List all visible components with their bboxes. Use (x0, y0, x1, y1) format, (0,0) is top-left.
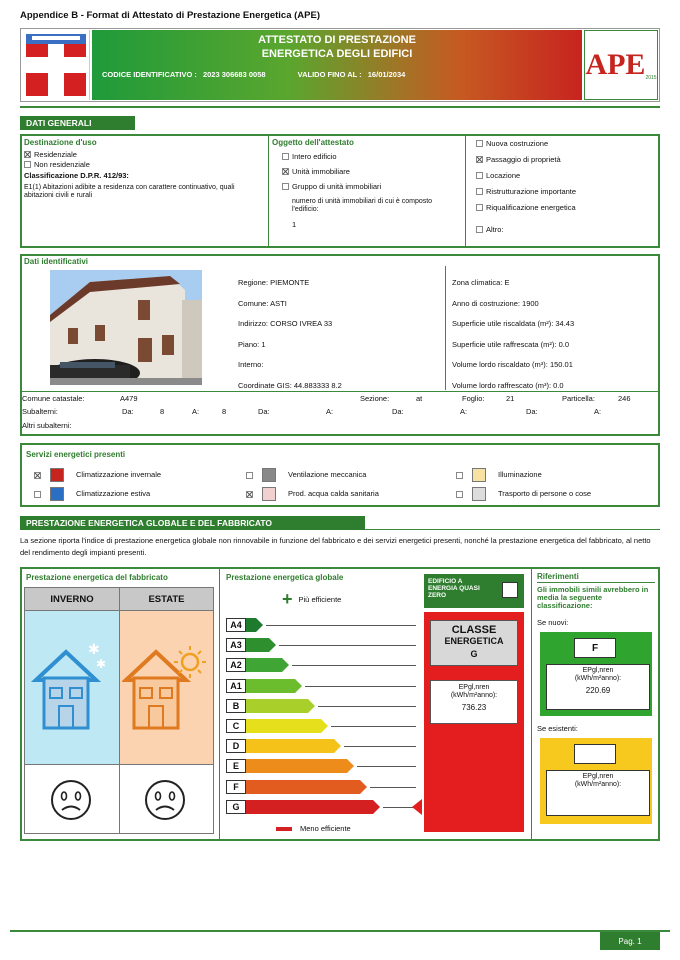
energy-class-guide (318, 706, 416, 707)
summer-house-icon (122, 630, 212, 740)
prestazione-intro: La sezione riporta l'indice di prestazione energetica globale non rinnovabile in funzione del fabbricato e dei servizi energetici presenti, nonché la prestazione energetica del fabbricato, al netto del rendimento degli impianti presenti. (20, 536, 651, 557)
unita-label: Unità immobiliare (292, 167, 350, 176)
superficie-raffrescata: Superficie utile raffrescata (m²): 0.0 (452, 339, 569, 349)
energy-class-arrow (246, 699, 308, 713)
divider (219, 569, 220, 839)
nzeb-label: EDIFICIO A ENERGIA QUASI ZERO (428, 578, 480, 599)
divider (20, 106, 660, 108)
energy-class-label: A1 (226, 679, 246, 693)
energy-class-label: F (226, 780, 246, 794)
nzeb-checkbox[interactable] (502, 582, 518, 598)
trasporto-checkbox[interactable] (456, 491, 463, 498)
sub-da-label-3: Da: (392, 407, 404, 416)
servizio-label: Ventilazione meccanica (288, 470, 367, 479)
energy-class-label: C (226, 719, 246, 733)
section-prestazione: PRESTAZIONE ENERGETICA GLOBALE E DEL FABBRICATO (20, 516, 365, 530)
interno: Interno: (238, 360, 264, 369)
svg-text:✱: ✱ (96, 657, 107, 671)
current-class-pointer-icon (412, 799, 422, 815)
energetica-label: ENERGETICA (444, 636, 504, 646)
esistenti-epgl-label: EPgl,nren (582, 773, 614, 780)
sub-a-label-3: A: (460, 407, 468, 416)
sub-da-label-2: Da: (258, 407, 270, 416)
divider (531, 569, 532, 839)
foglio-label: Foglio: (462, 394, 485, 403)
energy-class-label: G (226, 800, 246, 814)
nuovi-epgl-unit: (kWh/m²anno): (574, 675, 622, 682)
riqualificazione-label: Riqualificazione energetica (486, 203, 576, 212)
appendix-title: Appendice B - Format di Attestato di Prestazione Energetica (APE) (20, 10, 321, 21)
classificazione-text: E1(1) Abitazioni adibite a residenza con carattere continuativo, quali abitazioni civili e rurali (24, 184, 235, 199)
elevator-icon (472, 487, 486, 501)
energy-class-row (226, 699, 308, 713)
nuovi-epgl-label: EPgl,nren (582, 667, 614, 674)
particella-label: Particella: (562, 394, 595, 403)
energy-class-row (226, 679, 295, 693)
particella-value: 246 (618, 394, 631, 403)
climatizzazione-invernale-checkbox[interactable] (34, 472, 41, 479)
air-conditioner-icon (50, 487, 64, 501)
energy-class-row (226, 759, 347, 773)
piemonte-flag-icon (22, 30, 90, 100)
fan-icon (262, 468, 276, 482)
sub-a-label-4: A: (594, 407, 602, 416)
volume-raffrescato: Volume lordo raffrescato (m³): 0.0 (452, 380, 564, 390)
energy-class-arrow (246, 679, 295, 693)
acqua-calda-checkbox[interactable] (246, 491, 253, 498)
regione: Regione: PIEMONTE (238, 278, 310, 287)
anno-costruzione: Anno di costruzione: 1900 (452, 298, 539, 308)
esistenti-class (574, 744, 616, 764)
passaggio-checkbox[interactable] (476, 156, 483, 163)
volume-riscaldato: Volume lordo riscaldato (m³): 150.01 (452, 360, 573, 369)
esistenti-label: Se esistenti: (537, 724, 578, 733)
energy-class-row (226, 780, 360, 794)
nzeb-box (424, 574, 524, 608)
energy-class-arrow (246, 658, 282, 672)
ape-logo-text: APE (585, 48, 646, 81)
estate-header: ESTATE (119, 588, 213, 610)
epgl-value: 736.23 (461, 703, 487, 712)
foglio-value: 21 (506, 394, 515, 403)
energy-class-arrow (246, 759, 347, 773)
altro-label: Altro: (486, 225, 504, 234)
energy-class-label: B (226, 699, 246, 713)
coordinate: Coordinate GIS: 44.883333 8.2 (238, 380, 342, 390)
valid-label: VALIDO FINO AL : (297, 70, 362, 79)
region-flag (22, 30, 90, 100)
epgl-unit: (kWh/m²anno): (450, 692, 498, 699)
classe-label: CLASSE (451, 624, 497, 636)
indirizzo: Indirizzo: CORSO IVREA 33 (238, 319, 333, 328)
sad-face-icon (49, 778, 93, 822)
sezione-value: at (416, 394, 423, 403)
header-banner (92, 30, 582, 100)
riqualificazione-checkbox[interactable] (476, 204, 483, 211)
servizi-title: Servizi energetici presenti (26, 450, 126, 459)
meno-efficiente-label: Meno efficiente (300, 824, 351, 833)
simili-text: Gli immobili simili avrebbero in media la seguente classificazione: (537, 585, 649, 610)
energy-class-row (226, 739, 334, 753)
energy-class-row (226, 719, 321, 733)
ape-logo (584, 30, 658, 100)
energy-class-label: A4 (226, 618, 246, 632)
sub-a-label: A: (192, 407, 200, 416)
minus-icon (276, 827, 292, 831)
fabbricato-title: Prestazione energetica del fabbricato (26, 573, 168, 582)
sub-a-label-2: A: (326, 407, 334, 416)
piano: Piano: 1 (238, 339, 266, 349)
sub-da-label: Da: (122, 407, 134, 416)
energy-class-guide (331, 726, 416, 727)
illuminazione-checkbox[interactable] (456, 472, 463, 479)
nuovi-epgl-value: 220.69 (585, 686, 611, 695)
altro-checkbox[interactable] (476, 226, 483, 233)
non-residenziale-checkbox[interactable] (24, 161, 31, 168)
winter-house-icon (30, 630, 114, 740)
energy-class-guide (305, 686, 416, 687)
residenziale-checkbox[interactable] (24, 151, 31, 158)
divider (20, 391, 660, 392)
divider (537, 582, 655, 583)
sub-da-value: 8 (160, 407, 165, 416)
comune-catastale-label: Comune catastale: (22, 394, 85, 403)
energy-class-arrow (246, 618, 256, 632)
riferimenti-title: Riferimenti (537, 572, 579, 581)
servizio-label: Illuminazione (498, 470, 542, 479)
page-number: Pag. 1 (600, 932, 660, 950)
energy-class-guide (344, 746, 416, 747)
lamp-icon (472, 468, 486, 482)
energy-class-arrow (246, 719, 321, 733)
energy-class-guide (279, 645, 416, 646)
energy-class-label: D (226, 739, 246, 753)
zona-climatica: Zona climatica: E (452, 278, 510, 287)
nuova-label: Nuova costruzione (486, 139, 549, 148)
residenziale-label: Residenziale (34, 150, 77, 159)
energy-class-arrow (246, 739, 334, 753)
servizio-label: Trasporto di persone o cose (498, 489, 592, 498)
energy-class-row (226, 658, 282, 672)
nuovi-label: Se nuovi: (537, 618, 569, 627)
numero-value: 1 (292, 220, 297, 229)
classificazione-label: Classificazione D.P.R. 412/93: (24, 171, 129, 180)
ristrutturazione-label: Ristrutturazione importante (486, 187, 577, 196)
divider (365, 529, 660, 530)
epgl-box (430, 680, 518, 724)
divider (268, 136, 269, 246)
building-photo (50, 270, 202, 385)
energy-class-row (226, 618, 256, 632)
energy-class-label: A3 (226, 638, 246, 652)
destinazione-title: Destinazione d'uso (24, 138, 97, 147)
non-residenziale-label: Non residenziale (34, 160, 90, 169)
footer-rule (10, 930, 670, 932)
servizio-label: Climatizzazione invernale (76, 470, 162, 479)
numero-label: numero di unità immobiliari di cui è composto l'edificio: (292, 198, 433, 213)
energy-class-guide (357, 766, 416, 767)
gruppo-checkbox[interactable] (282, 183, 289, 190)
hot-water-icon (262, 487, 276, 501)
energy-class-row (226, 800, 373, 814)
locazione-checkbox[interactable] (476, 172, 483, 179)
superficie-riscaldata: Superficie utile riscaldata (m²): 34.43 (452, 319, 575, 328)
divider (445, 266, 446, 390)
globale-title: Prestazione energetica globale (226, 573, 344, 582)
ristrutturazione-checkbox[interactable] (476, 188, 483, 195)
building-photo-image (50, 270, 202, 385)
energy-class-scale (226, 618, 416, 818)
nuovi-class: F (574, 638, 616, 658)
classe-value: G (470, 649, 478, 659)
energy-class-arrow (246, 780, 360, 794)
ape-logo-year: 2015 (645, 75, 657, 81)
energy-class-guide (266, 625, 416, 626)
radiator-icon (50, 468, 64, 482)
energy-class-label: E (226, 759, 246, 773)
gruppo-label: Gruppo di unità immobiliari (292, 182, 382, 191)
piu-efficiente-label: Più efficiente (298, 594, 342, 604)
energy-class-arrow (246, 800, 373, 814)
energy-class-row (226, 638, 269, 652)
classe-box (430, 620, 518, 666)
divider (119, 764, 120, 833)
dati-identificativi-title: Dati identificativi (24, 257, 89, 266)
code-label: CODICE IDENTIFICATIVO : (102, 70, 197, 79)
servizio-label: Climatizzazione estiva (76, 489, 151, 498)
divider (465, 136, 466, 246)
energy-class-arrow (246, 638, 269, 652)
energy-class-guide (292, 665, 416, 666)
code-value: 2023 306683 0058 (202, 70, 266, 79)
passaggio-label: Passaggio di proprietà (486, 155, 561, 164)
inverno-header: INVERNO (25, 588, 119, 610)
header-title-2: ENERGETICA DEGLI EDIFICI (261, 48, 413, 60)
intero-label: Intero edificio (292, 152, 337, 161)
comune: Comune: ASTI (238, 298, 287, 308)
climatizzazione-estiva-checkbox[interactable] (34, 491, 41, 498)
intero-checkbox[interactable] (282, 153, 289, 160)
sezione-label: Sezione: (360, 394, 390, 403)
nuova-checkbox[interactable] (476, 140, 483, 147)
ventilazione-checkbox[interactable] (246, 472, 253, 479)
section-dati-generali: DATI GENERALI (20, 116, 135, 130)
plus-icon: + (282, 589, 293, 609)
epgl-label: EPgl,nren (458, 684, 490, 691)
sub-a-value: 8 (222, 407, 227, 416)
oggetto-title: Oggetto dell'attestato (272, 138, 354, 147)
sub-da-label-4: Da: (526, 407, 538, 416)
esistenti-epgl-unit: (kWh/m²anno): (574, 781, 622, 788)
locazione-label: Locazione (486, 171, 521, 180)
svg-text:✱: ✱ (88, 642, 100, 658)
energy-class-guide (370, 787, 416, 788)
header-title-1: ATTESTATO DI PRESTAZIONE (258, 34, 416, 46)
sad-face-icon (143, 778, 187, 822)
comune-catastale-value: A479 (120, 394, 138, 403)
unita-checkbox[interactable] (282, 168, 289, 175)
energy-class-label: A2 (226, 658, 246, 672)
valid-value: 16/01/2034 (367, 70, 406, 79)
altri-subalterni: Altri subalterni: (22, 421, 72, 430)
subalterni-label: Subalterni: (22, 407, 58, 416)
servizio-label: Prod. acqua calda sanitaria (288, 489, 379, 498)
